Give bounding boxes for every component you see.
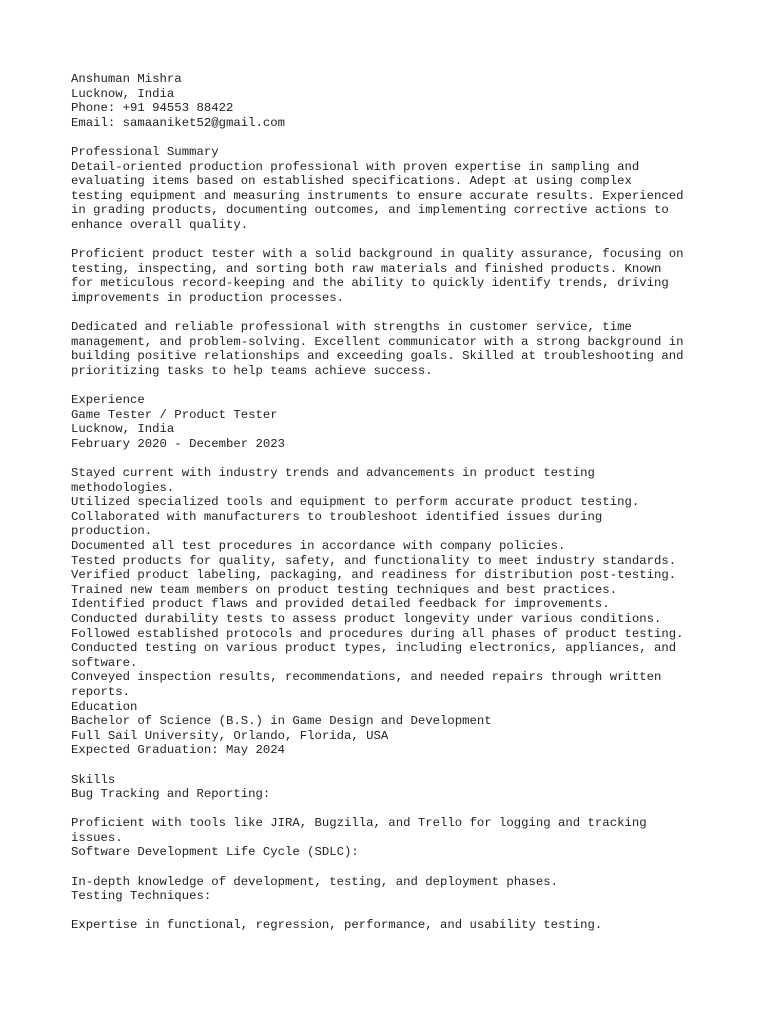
experience-item: Conducted testing on various product types, including electronics, appliances, and xyxy=(71,641,677,656)
skill-description: In-depth knowledge of development, testing, and deployment phases. xyxy=(71,874,559,889)
skills-heading: Skills xyxy=(71,772,116,787)
experience-item: Identified product flaws and provided detailed feedback for improvements. xyxy=(71,597,610,612)
summary-line: prioritizing tasks to help teams achieve success. xyxy=(71,363,433,378)
summary-line: in grading products, documenting outcomes, and implementing corrective actions to xyxy=(71,203,669,218)
summary-heading: Professional Summary xyxy=(71,144,219,159)
experience-item: Conducted durability tests to assess product longevity under various conditions. xyxy=(71,611,662,626)
education-graduation: Expected Graduation: May 2024 xyxy=(71,743,286,758)
experience-item: Followed established protocols and procedures during all phases of product testing. xyxy=(71,626,684,641)
skill-name: Testing Techniques: xyxy=(71,889,212,904)
experience-item: software. xyxy=(71,655,138,670)
spacer xyxy=(71,306,711,321)
job-dates: February 2020 - December 2023 xyxy=(71,436,286,451)
experience-item: Documented all test procedures in accordance with company policies. xyxy=(71,539,566,553)
spacer xyxy=(71,233,711,248)
spacer xyxy=(71,904,711,919)
experience-heading: Experience xyxy=(71,393,145,408)
education-school: Full Sail University, Orlando, Florida, USA xyxy=(71,728,389,743)
experience-section xyxy=(71,393,711,699)
experience-item: Utilized specialized tools and equipment to perform accurate product testing. xyxy=(71,495,640,510)
spacer xyxy=(71,130,711,145)
spacer xyxy=(71,860,711,875)
summary-line: testing equipment and measuring instruments to ensure accurate results. Experienced xyxy=(71,188,684,203)
contact-phone: Phone: +91 94553 88422 xyxy=(71,101,234,116)
summary-line: Dedicated and reliable professional with strengths in customer service, time xyxy=(71,320,632,335)
spacer xyxy=(71,451,711,466)
summary-line: Detail-oriented production professional with proven expertise in sampling and xyxy=(71,159,640,174)
experience-item: Verified product labeling, packaging, and readiness for distribution post-testing. xyxy=(71,568,677,583)
resume-document xyxy=(71,72,711,933)
experience-item: Trained new team members on product testing techniques and best practices. xyxy=(71,582,618,597)
contact-email: Email: samaaniket52@gmail.com xyxy=(71,115,286,130)
contact-block xyxy=(71,72,711,130)
job-title: Game Tester / Product Tester xyxy=(71,407,278,422)
education-section xyxy=(71,700,711,758)
summary-line: testing, inspecting, and sorting both raw materials and finished products. Known xyxy=(71,261,662,276)
spacer xyxy=(71,758,711,773)
skills-section xyxy=(71,773,711,934)
experience-item: methodologies. xyxy=(71,480,175,495)
summary-paragraph xyxy=(71,160,711,233)
skill-name: Bug Tracking and Reporting: xyxy=(71,787,271,802)
education-heading: Education xyxy=(71,699,138,714)
summary-line: enhance overall quality. xyxy=(71,217,249,232)
experience-item: production. xyxy=(71,524,153,539)
experience-item: reports. xyxy=(71,684,131,699)
experience-item: Stayed current with industry trends and advancements in product testing xyxy=(71,466,595,481)
summary-line: building positive relationships and exceeding goals. Skilled at troubleshooting and xyxy=(71,349,684,364)
education-degree: Bachelor of Science (B.S.) in Game Design and Development xyxy=(71,714,492,729)
summary-line: evaluating items based on established specifications. Adept at using complex xyxy=(71,174,632,189)
contact-location: Lucknow, India xyxy=(71,86,175,101)
job-location: Lucknow, India xyxy=(71,422,175,437)
summary-paragraph xyxy=(71,320,711,378)
experience-items xyxy=(71,466,711,700)
skill-name: Software Development Life Cycle (SDLC): xyxy=(71,845,359,860)
experience-item: Conveyed inspection results, recommendations, and needed repairs through written xyxy=(71,670,662,685)
experience-item: Collaborated with manufacturers to troubleshoot identified issues during xyxy=(71,509,603,524)
summary-line: improvements in production processes. xyxy=(71,290,345,305)
contact-name: Anshuman Mishra xyxy=(71,72,182,86)
skill-description: issues. xyxy=(71,830,123,845)
summary-line: Proficient product tester with a solid background in quality assurance, focusing on xyxy=(71,247,684,262)
experience-item: Tested products for quality, safety, and functionality to meet industry standards. xyxy=(71,553,677,568)
summary-line: for meticulous record-keeping and the ability to quickly identify trends, driving xyxy=(71,276,669,291)
summary-line: management, and problem-solving. Excellent communicator with a strong background in xyxy=(71,334,684,349)
summary-paragraph xyxy=(71,247,711,305)
spacer xyxy=(71,802,711,817)
skill-description: Proficient with tools like JIRA, Bugzilla, and Trello for logging and tracking xyxy=(71,816,647,831)
summary-section xyxy=(71,145,711,379)
spacer xyxy=(71,378,711,393)
skill-description: Expertise in functional, regression, performance, and usability testing. xyxy=(71,918,603,933)
